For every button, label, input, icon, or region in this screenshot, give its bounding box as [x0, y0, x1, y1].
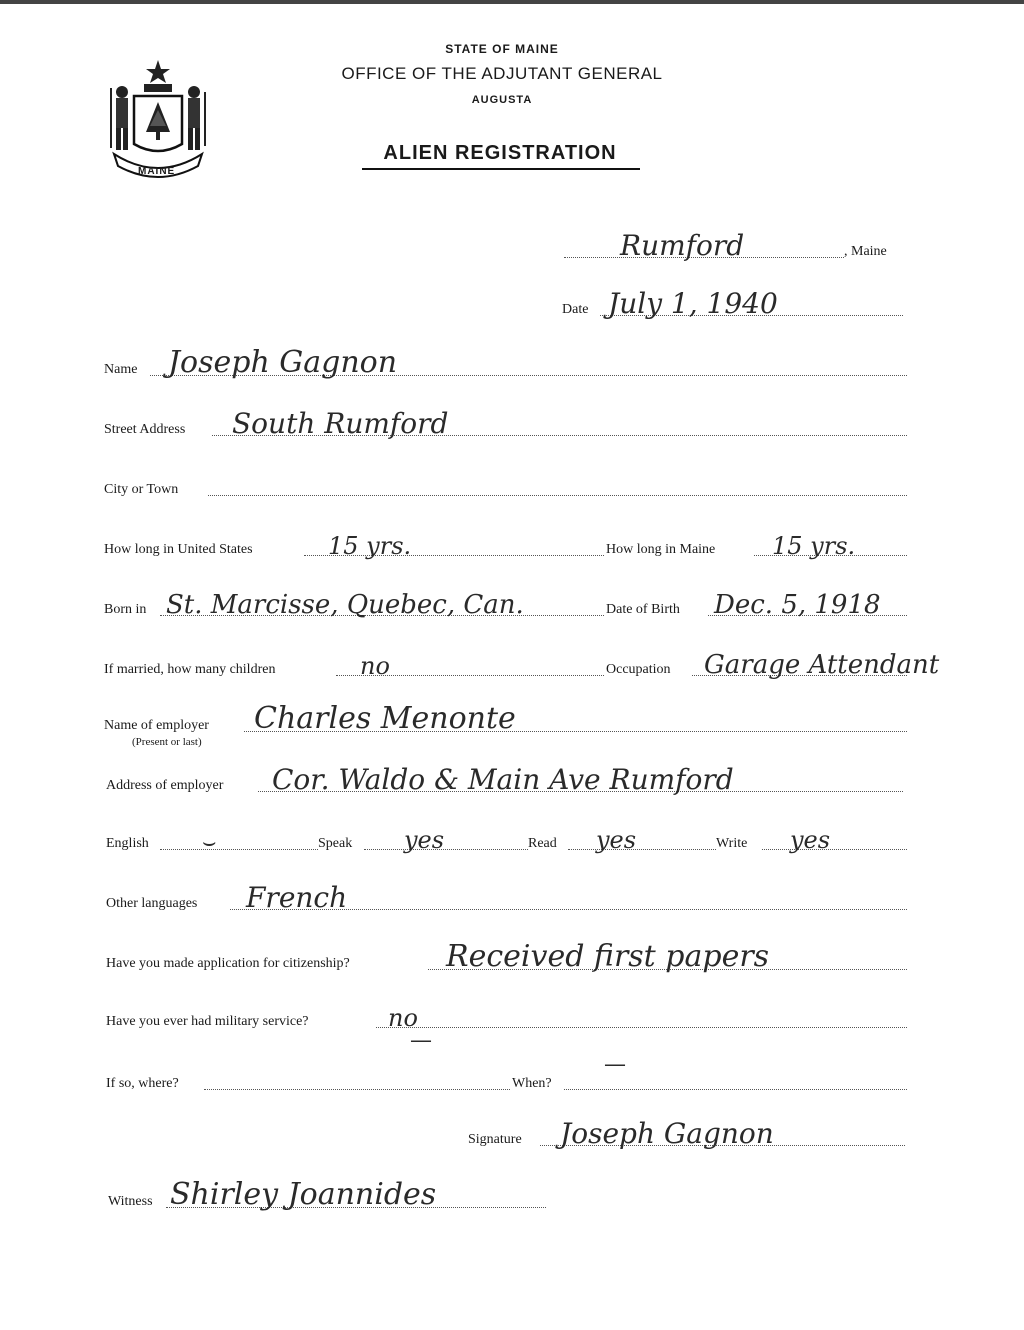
born-in-value[interactable]: St. Marcisse, Quebec, Can.	[166, 590, 524, 620]
maine-duration-value[interactable]: 15 yrs.	[772, 532, 856, 560]
city-heading: AUGUSTA	[471, 94, 533, 106]
where-row	[106, 1070, 907, 1096]
occupation-value[interactable]: Garage Attendant	[704, 650, 940, 680]
city-row	[104, 476, 907, 502]
employer-label: Name of employer	[104, 718, 209, 733]
name-label: Name	[104, 362, 138, 377]
speak-dots	[364, 849, 528, 850]
birth-row	[104, 590, 907, 622]
where-label: If so, where?	[106, 1076, 179, 1091]
citizenship-value[interactable]: Received first papers	[446, 939, 770, 974]
write-label: Write	[716, 836, 748, 851]
speak-value[interactable]: yes	[404, 826, 445, 854]
employer-value[interactable]: Charles Menonte	[254, 701, 516, 736]
street-label: Street Address	[104, 422, 186, 437]
location-row	[560, 229, 910, 264]
title-underline	[362, 168, 640, 170]
signature-value[interactable]: Joseph Gagnon	[560, 1117, 774, 1150]
when-dots	[564, 1089, 907, 1090]
military-dash-mark: —	[410, 1028, 432, 1053]
english-row	[106, 826, 907, 856]
date-row	[562, 287, 907, 322]
military-label: Have you ever had military service?	[106, 1014, 309, 1029]
employer-row	[104, 701, 907, 748]
children-value[interactable]: no	[360, 652, 390, 680]
city-dots	[208, 495, 907, 496]
citizenship-row	[106, 939, 907, 976]
witness-label: Witness	[108, 1194, 153, 1209]
scan-edge	[0, 0, 1024, 4]
employer-sublabel: (Present or last)	[132, 736, 202, 748]
military-value[interactable]: no	[388, 1004, 418, 1032]
languages-row	[106, 881, 907, 916]
where-dots	[204, 1089, 510, 1090]
read-dots	[568, 849, 716, 850]
duration-row	[104, 532, 907, 562]
location-suffix: , Maine	[844, 244, 887, 259]
occupation-label: Occupation	[606, 662, 671, 677]
dob-value[interactable]: Dec. 5, 1918	[714, 590, 881, 620]
dob-label: Date of Birth	[606, 602, 680, 617]
employer-address-row	[106, 763, 907, 798]
us-duration-value[interactable]: 15 yrs.	[328, 532, 412, 560]
seal-banner-text: MAINE	[138, 166, 176, 177]
born-in-label: Born in	[104, 602, 147, 617]
write-dots	[762, 849, 907, 850]
write-value[interactable]: yes	[790, 826, 831, 854]
office-heading: OFFICE OF THE ADJUTANT GENERAL	[341, 64, 663, 83]
citizenship-label: Have you made application for citizenship?	[106, 956, 350, 971]
signature-row	[468, 1117, 907, 1152]
signature-label: Signature	[468, 1132, 522, 1147]
children-label: If married, how many children	[104, 662, 276, 677]
military-row	[106, 1004, 907, 1034]
date-label: Date	[562, 302, 589, 317]
state-heading: STATE OF MAINE	[445, 42, 559, 56]
street-row	[104, 407, 907, 442]
witness-row	[108, 1177, 548, 1214]
name-row	[104, 345, 907, 382]
name-value[interactable]: Joseph Gagnon	[168, 345, 398, 380]
date-value[interactable]: July 1, 1940	[608, 287, 778, 320]
languages-label: Other languages	[106, 896, 198, 911]
witness-value[interactable]: Shirley Joannides	[170, 1177, 437, 1212]
english-dots	[160, 849, 318, 850]
when-label: When?	[512, 1076, 552, 1091]
us-duration-label: How long in United States	[104, 542, 253, 557]
english-check-mark: ⌣	[202, 830, 217, 855]
when-dash-mark: —	[604, 1052, 626, 1077]
maine-duration-label: How long in Maine	[606, 542, 716, 557]
speak-label: Speak	[318, 836, 353, 851]
english-label: English	[106, 836, 149, 851]
form-title: ALIEN REGISTRATION	[383, 142, 617, 164]
employer-address-value[interactable]: Cor. Waldo & Main Ave Rumford	[272, 763, 734, 796]
read-label: Read	[528, 836, 557, 851]
city-label: City or Town	[104, 482, 179, 497]
military-dots	[376, 1027, 907, 1028]
location-value[interactable]: Rumford	[620, 229, 745, 262]
street-value[interactable]: South Rumford	[232, 407, 449, 440]
languages-value[interactable]: French	[246, 881, 348, 914]
read-value[interactable]: yes	[596, 826, 637, 854]
children-row	[104, 650, 940, 682]
employer-address-label: Address of employer	[106, 778, 224, 793]
